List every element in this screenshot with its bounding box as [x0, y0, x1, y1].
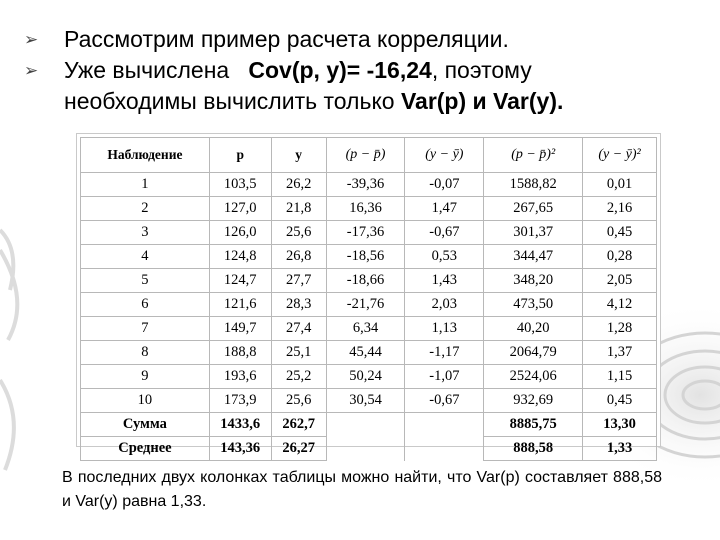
table-cell: 30,54 [326, 389, 405, 413]
table-cell: 0,53 [405, 245, 484, 269]
table-cell: -18,66 [326, 269, 405, 293]
empty-cell [326, 413, 405, 437]
bullet-list [20, 24, 710, 117]
table-cell: 5 [81, 269, 210, 293]
table-cell: 0,45 [583, 221, 657, 245]
table-cell: 103,5 [209, 173, 271, 197]
table-cell: -21,76 [326, 293, 405, 317]
table-cell: -0,67 [405, 389, 484, 413]
table-cell: 40,20 [484, 317, 583, 341]
empty-cell [326, 437, 405, 461]
table-cell: -1,17 [405, 341, 484, 365]
mean-y: 26,27 [271, 437, 326, 461]
table-cell: 0,28 [583, 245, 657, 269]
table-row [81, 245, 657, 269]
mean-p-dev-sq: 888,58 [484, 437, 583, 461]
table-cell: 1,43 [405, 269, 484, 293]
table-cell: 127,0 [209, 197, 271, 221]
table-cell: 28,3 [271, 293, 326, 317]
table-cell: 4,12 [583, 293, 657, 317]
table-row [81, 389, 657, 413]
table-cell: 1588,82 [484, 173, 583, 197]
arrow-bullet-icon: ➢ [24, 61, 39, 80]
cov-value: Cov(p, y)= -16,24 [248, 57, 432, 83]
table-cell: 344,47 [484, 245, 583, 269]
table-row [81, 269, 657, 293]
table-cell: 25,6 [271, 389, 326, 413]
table-cell: 126,0 [209, 221, 271, 245]
table-frame [76, 133, 661, 456]
header-y-dev-sq: (y − ȳ)² [583, 138, 657, 173]
table-cell: 2,16 [583, 197, 657, 221]
table-cell: 4 [81, 245, 210, 269]
table-cell: 3 [81, 221, 210, 245]
table-cell: 27,7 [271, 269, 326, 293]
header-obs: Наблюдение [81, 138, 210, 173]
table-cell: -1,07 [405, 365, 484, 389]
table-cell: 267,65 [484, 197, 583, 221]
table-cell: 21,8 [271, 197, 326, 221]
table-cell: 50,24 [326, 365, 405, 389]
sum-y-dev-sq: 13,30 [583, 413, 657, 437]
table-cell: 1 [81, 173, 210, 197]
mean-y-dev-sq: 1,33 [583, 437, 657, 461]
table-cell: -0,67 [405, 221, 484, 245]
table-cell: -39,36 [326, 173, 405, 197]
table-row [81, 341, 657, 365]
table-cell: 0,45 [583, 389, 657, 413]
table-cell: 9 [81, 365, 210, 389]
table-row [81, 365, 657, 389]
table-cell: 25,1 [271, 341, 326, 365]
var-names: Var(p) и Var(y). [400, 88, 564, 114]
table-cell: 7 [81, 317, 210, 341]
table-cell: 1,15 [583, 365, 657, 389]
table-cell: -18,56 [326, 245, 405, 269]
table-cell: 932,69 [484, 389, 583, 413]
bullet-text: , поэтому [431, 57, 532, 83]
table-cell: 124,7 [209, 269, 271, 293]
table-cell: 188,8 [209, 341, 271, 365]
bullet-text: Рассмотрим пример расчета корреляции. [64, 26, 509, 52]
table-cell: 27,4 [271, 317, 326, 341]
bullet-text: необходимы вычислить только [64, 88, 401, 114]
mean-label: Среднее [81, 437, 210, 461]
header-y-dev: (y − ȳ) [405, 138, 484, 173]
table-cell: 6 [81, 293, 210, 317]
table-cell: 193,6 [209, 365, 271, 389]
table-cell: 2,05 [583, 269, 657, 293]
table-cell: 473,50 [484, 293, 583, 317]
bullet-item [20, 55, 710, 117]
table-cell: 124,8 [209, 245, 271, 269]
header-p: p [209, 138, 271, 173]
table-cell: 10 [81, 389, 210, 413]
table-cell: 2064,79 [484, 341, 583, 365]
conclusion-text: В последних двух колонках таблицы можно найти, что Var(p) составляет 888,58 и Var(y) равна 1,33. [62, 469, 662, 510]
table-cell: -0,07 [405, 173, 484, 197]
table-cell: 301,37 [484, 221, 583, 245]
table-row [81, 293, 657, 317]
table-cell: 45,44 [326, 341, 405, 365]
table-cell: 121,6 [209, 293, 271, 317]
header-p-dev: (p − p̄) [326, 138, 405, 173]
mean-row [81, 437, 657, 461]
table-cell: 2 [81, 197, 210, 221]
table-cell: 1,13 [405, 317, 484, 341]
table-cell: 26,8 [271, 245, 326, 269]
table-cell: 8 [81, 341, 210, 365]
table-cell: 26,2 [271, 173, 326, 197]
table-cell: 1,47 [405, 197, 484, 221]
table-row [81, 173, 657, 197]
header-row [81, 138, 657, 173]
table-cell: 1,37 [583, 341, 657, 365]
mean-p: 143,36 [209, 437, 271, 461]
sum-label: Сумма [81, 413, 210, 437]
correlation-table [80, 137, 657, 461]
sum-y: 262,7 [271, 413, 326, 437]
table-cell: 149,7 [209, 317, 271, 341]
sum-p-dev-sq: 8885,75 [484, 413, 583, 437]
table-row [81, 197, 657, 221]
table-cell: 348,20 [484, 269, 583, 293]
header-p-dev-sq: (p − p̄)² [484, 138, 583, 173]
bullet-text: Уже вычислена [64, 57, 230, 83]
table-row [81, 317, 657, 341]
table-cell: 0,01 [583, 173, 657, 197]
empty-cell [405, 413, 484, 437]
table-cell: 173,9 [209, 389, 271, 413]
table-cell: 2,03 [405, 293, 484, 317]
table-row [81, 221, 657, 245]
sum-row [81, 413, 657, 437]
table-cell: 25,2 [271, 365, 326, 389]
empty-cell [405, 437, 484, 461]
arrow-bullet-icon: ➢ [24, 30, 39, 49]
table-cell: 2524,06 [484, 365, 583, 389]
table-cell: 25,6 [271, 221, 326, 245]
bullet-item [20, 24, 710, 55]
table-cell: -17,36 [326, 221, 405, 245]
header-y: y [271, 138, 326, 173]
table-cell: 16,36 [326, 197, 405, 221]
table-cell: 1,28 [583, 317, 657, 341]
sum-p: 1433,6 [209, 413, 271, 437]
table-cell: 6,34 [326, 317, 405, 341]
